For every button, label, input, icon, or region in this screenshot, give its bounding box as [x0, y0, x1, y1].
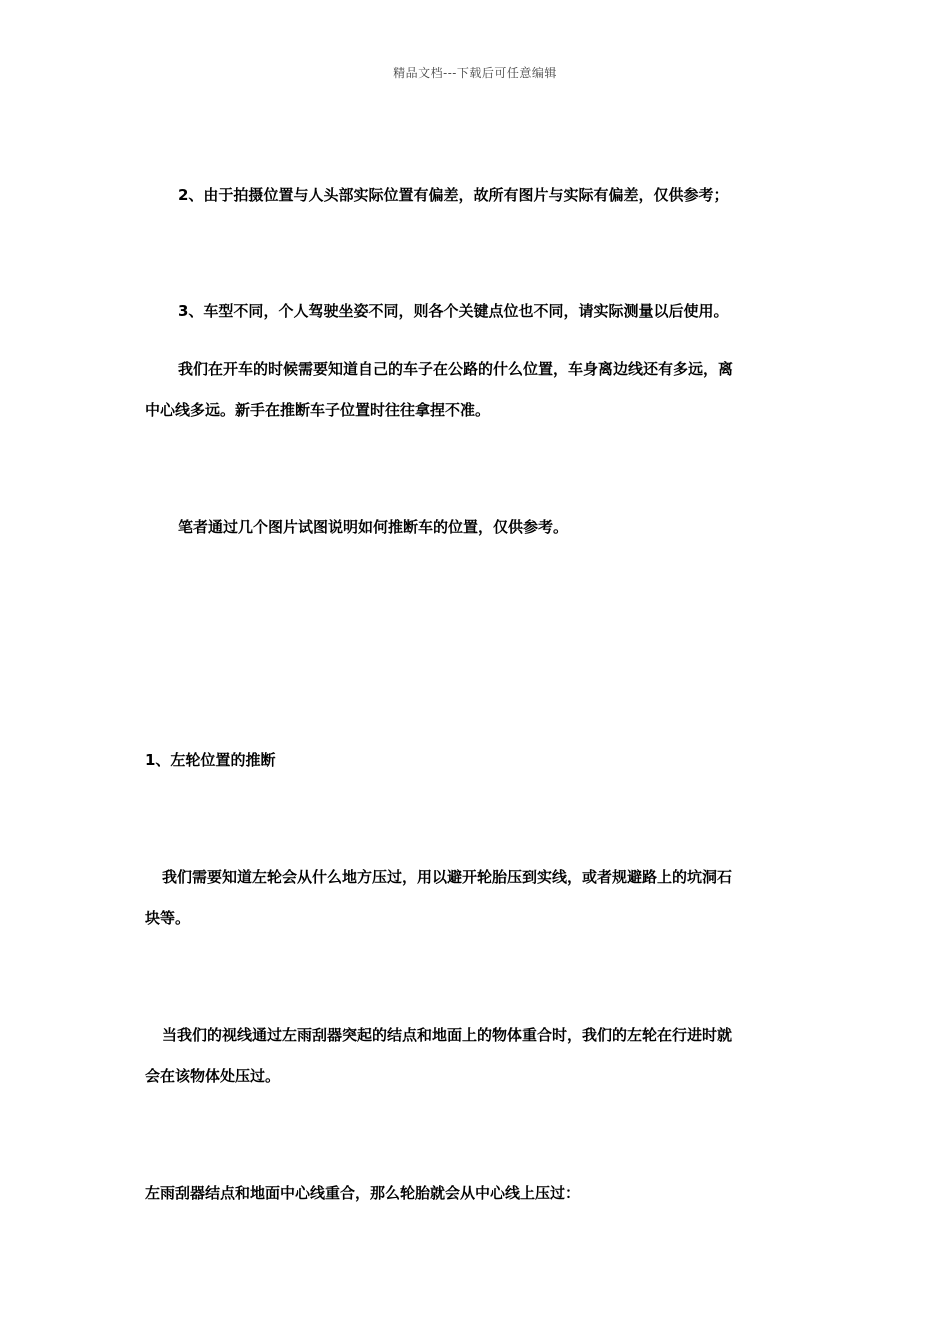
page-header: 精品文档---下载后可任意编辑: [393, 66, 557, 80]
paragraph-intro-line2: 中心线多远。新手在推断车子位置时往往拿捏不准。: [145, 401, 491, 419]
paragraph-note-3: 3、车型不同，个人驾驶坐姿不同，则各个关键点位也不同，请实际测量以后使用。: [178, 302, 729, 320]
paragraph-intro-line1: 我们在开车的时候需要知道自己的车子在公路的什么位置，车身离边线还有多远，离: [178, 360, 734, 378]
paragraph-centerline: 左雨刮器结点和地面中心线重合，那么轮胎就会从中心线上压过：: [145, 1184, 581, 1202]
paragraph-author-note: 笔者通过几个图片试图说明如何推断车的位置，仅供参考。: [178, 518, 569, 536]
section-heading-left-wheel: 1、左轮位置的推断: [145, 751, 276, 769]
paragraph-wiper-line1: 当我们的视线通过左雨刮器突起的结点和地面上的物体重合时，我们的左轮在行进时就: [162, 1026, 733, 1044]
paragraph-wiper-line2: 会在该物体处压过。: [145, 1067, 281, 1085]
paragraph-note-2: 2、由于拍摄位置与人头部实际位置有偏差，故所有图片与实际有偏差，仅供参考；: [178, 186, 729, 204]
paragraph-left-wheel-line2: 块等。: [145, 909, 191, 927]
paragraph-left-wheel-line1: 我们需要知道左轮会从什么地方压过，用以避开轮胎压到实线，或者规避路上的坑洞石: [162, 868, 733, 886]
